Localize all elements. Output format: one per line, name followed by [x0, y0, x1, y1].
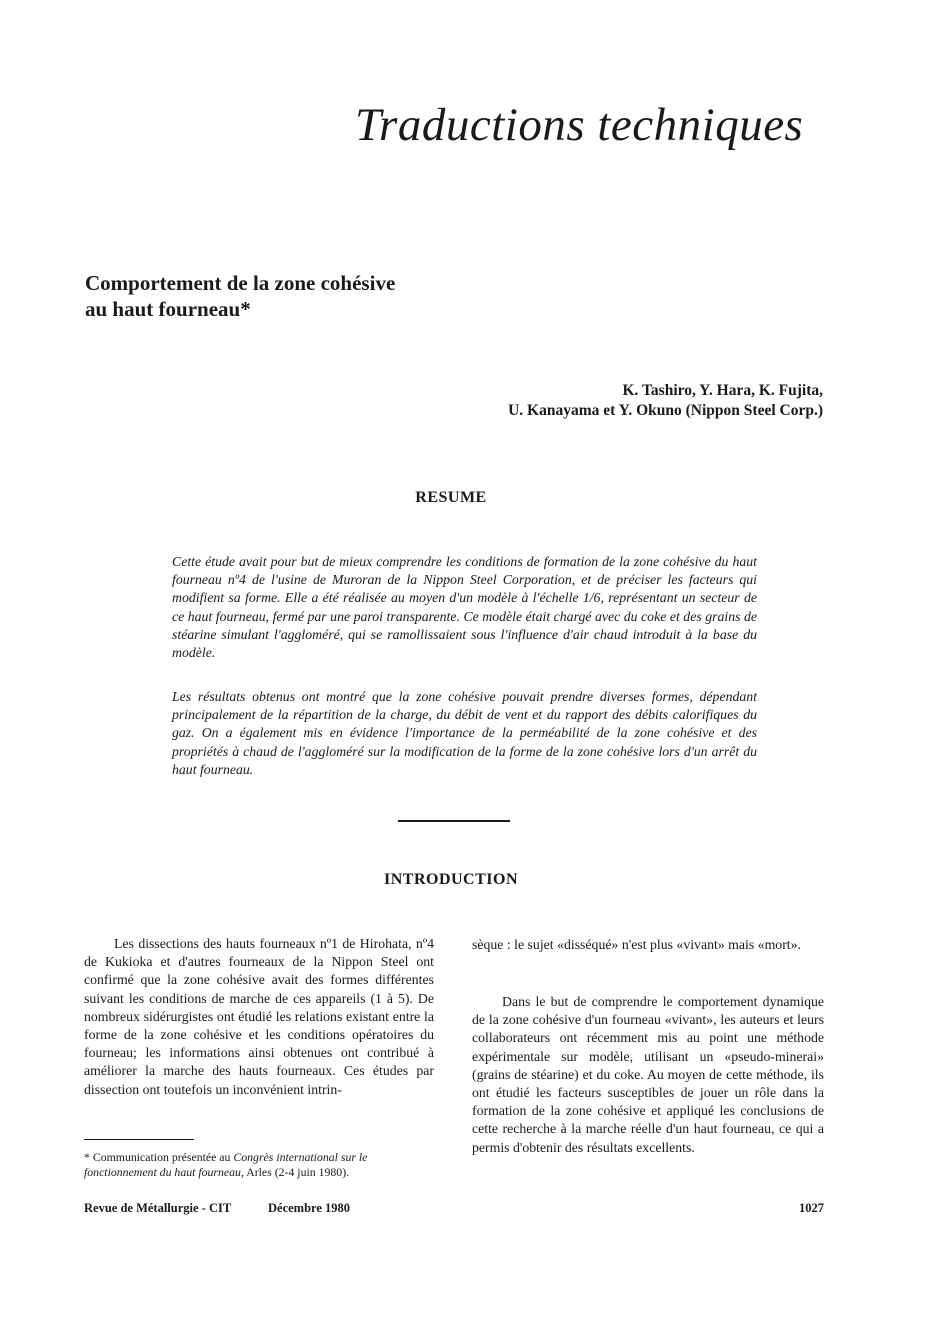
- introduction-right-paragraph-2: Dans le but de comprendre le comportement dynamique de la zone cohésive d'un fourneau «vivant», les auteurs et leurs collaborateurs ont récemment mis au point une méthode expérimentale sur modèle, utilisant un «pseudo-minerai» (grains de stéarine) et du coke. Au moyen de cette méthode, ils ont étudié les facteurs susceptibles de jouer un rôle dans la formation de la zone cohésive et appliqué les conclusions de cette recherche à la marche réelle d'un haut fourneau, ce qui a permis d'obtenir des résultats excellents.: [472, 994, 824, 1155]
- article-title: [85, 270, 395, 322]
- author-line-2: U. Kanayama et Y. Okuno (Nippon Steel Corp.): [508, 402, 823, 419]
- section-label: Traductions techniques: [355, 99, 804, 151]
- article-title-line-1: Comportement de la zone cohésive: [85, 271, 396, 295]
- abstract-heading: RESUME: [415, 489, 487, 506]
- abstract-paragraph-2: Les résultats obtenus ont montré que la zone cohésive pouvait prendre diverses formes, dépendant principalement de la répartition de la charge, du débit de vent et du rapport des débits calorifiques du gaz. On a également mis en évidence l'importance de la perméabilité de la zone cohésive et des propriétés à chaud de l'aggloméré sur la modification de la forme de la zone cohésive lors d'un arrêt du haut fourneau.: [172, 689, 757, 777]
- abstract-paragraph-1: Cette étude avait pour but de mieux comprendre les conditions de formation de la zone cohésive du haut fourneau nº4 de l'usine de Muroran de la Nippon Steel Corporation, et de préciser les facteurs qui modifient sa forme. Elle a été réalisée au moyen d'un modèle à l'échelle 1/6, représentant un secteur de ce haut fourneau, fermé par une paroi transparente. Ce modèle était chargé avec du coke et des grains de stéarine simulant l'aggloméré, qui se ramollissaient sous l'influence d'air chaud introduit à la base du modèle.: [172, 554, 757, 661]
- article-title-line-2: au haut fourneau*: [85, 297, 251, 321]
- footer-date: Décembre 1980: [268, 1201, 351, 1215]
- author-list: [508, 381, 823, 421]
- footer-journal: Revue de Métallurgie - CIT: [84, 1201, 232, 1215]
- section-divider: [398, 820, 510, 822]
- footnote-prefix: * Communication présentée au: [84, 1150, 234, 1164]
- footnote-rule: [84, 1139, 194, 1140]
- footnote: [84, 1150, 434, 1180]
- introduction-right-paragraph-1: sèque : le sujet «disséqué» n'est plus «vivant» mais «mort».: [472, 937, 801, 952]
- introduction-heading: INTRODUCTION: [383, 871, 518, 888]
- page-number: 1027: [799, 1201, 824, 1215]
- author-line-1: K. Tashiro, Y. Hara, K. Fujita,: [622, 382, 823, 399]
- footnote-suffix: , Arles (2-4 juin 1980).: [240, 1165, 350, 1179]
- introduction-left-paragraph: Les dissections des hauts fourneaux nº1 de Hirohata, nº4 de Kukioka et d'autres fourneaux de la Nippon Steel ont confirmé que la zone cohésive avait des formes différentes suivant les conditions de marche de ces appareils (1 à 5). De nombreux sidérurgistes ont étudié les relations existant entre la forme de la zone cohésive et les conditions opératoires du fourneau; les informations ainsi obtenues ont contribué à améliorer la marche des hauts fourneaux. Ces études par dissection ont toutefois un inconvénient intrin-: [84, 936, 434, 1097]
- footnote-event: Congrès international sur le fonctionnement du haut fourneau: [84, 1150, 368, 1179]
